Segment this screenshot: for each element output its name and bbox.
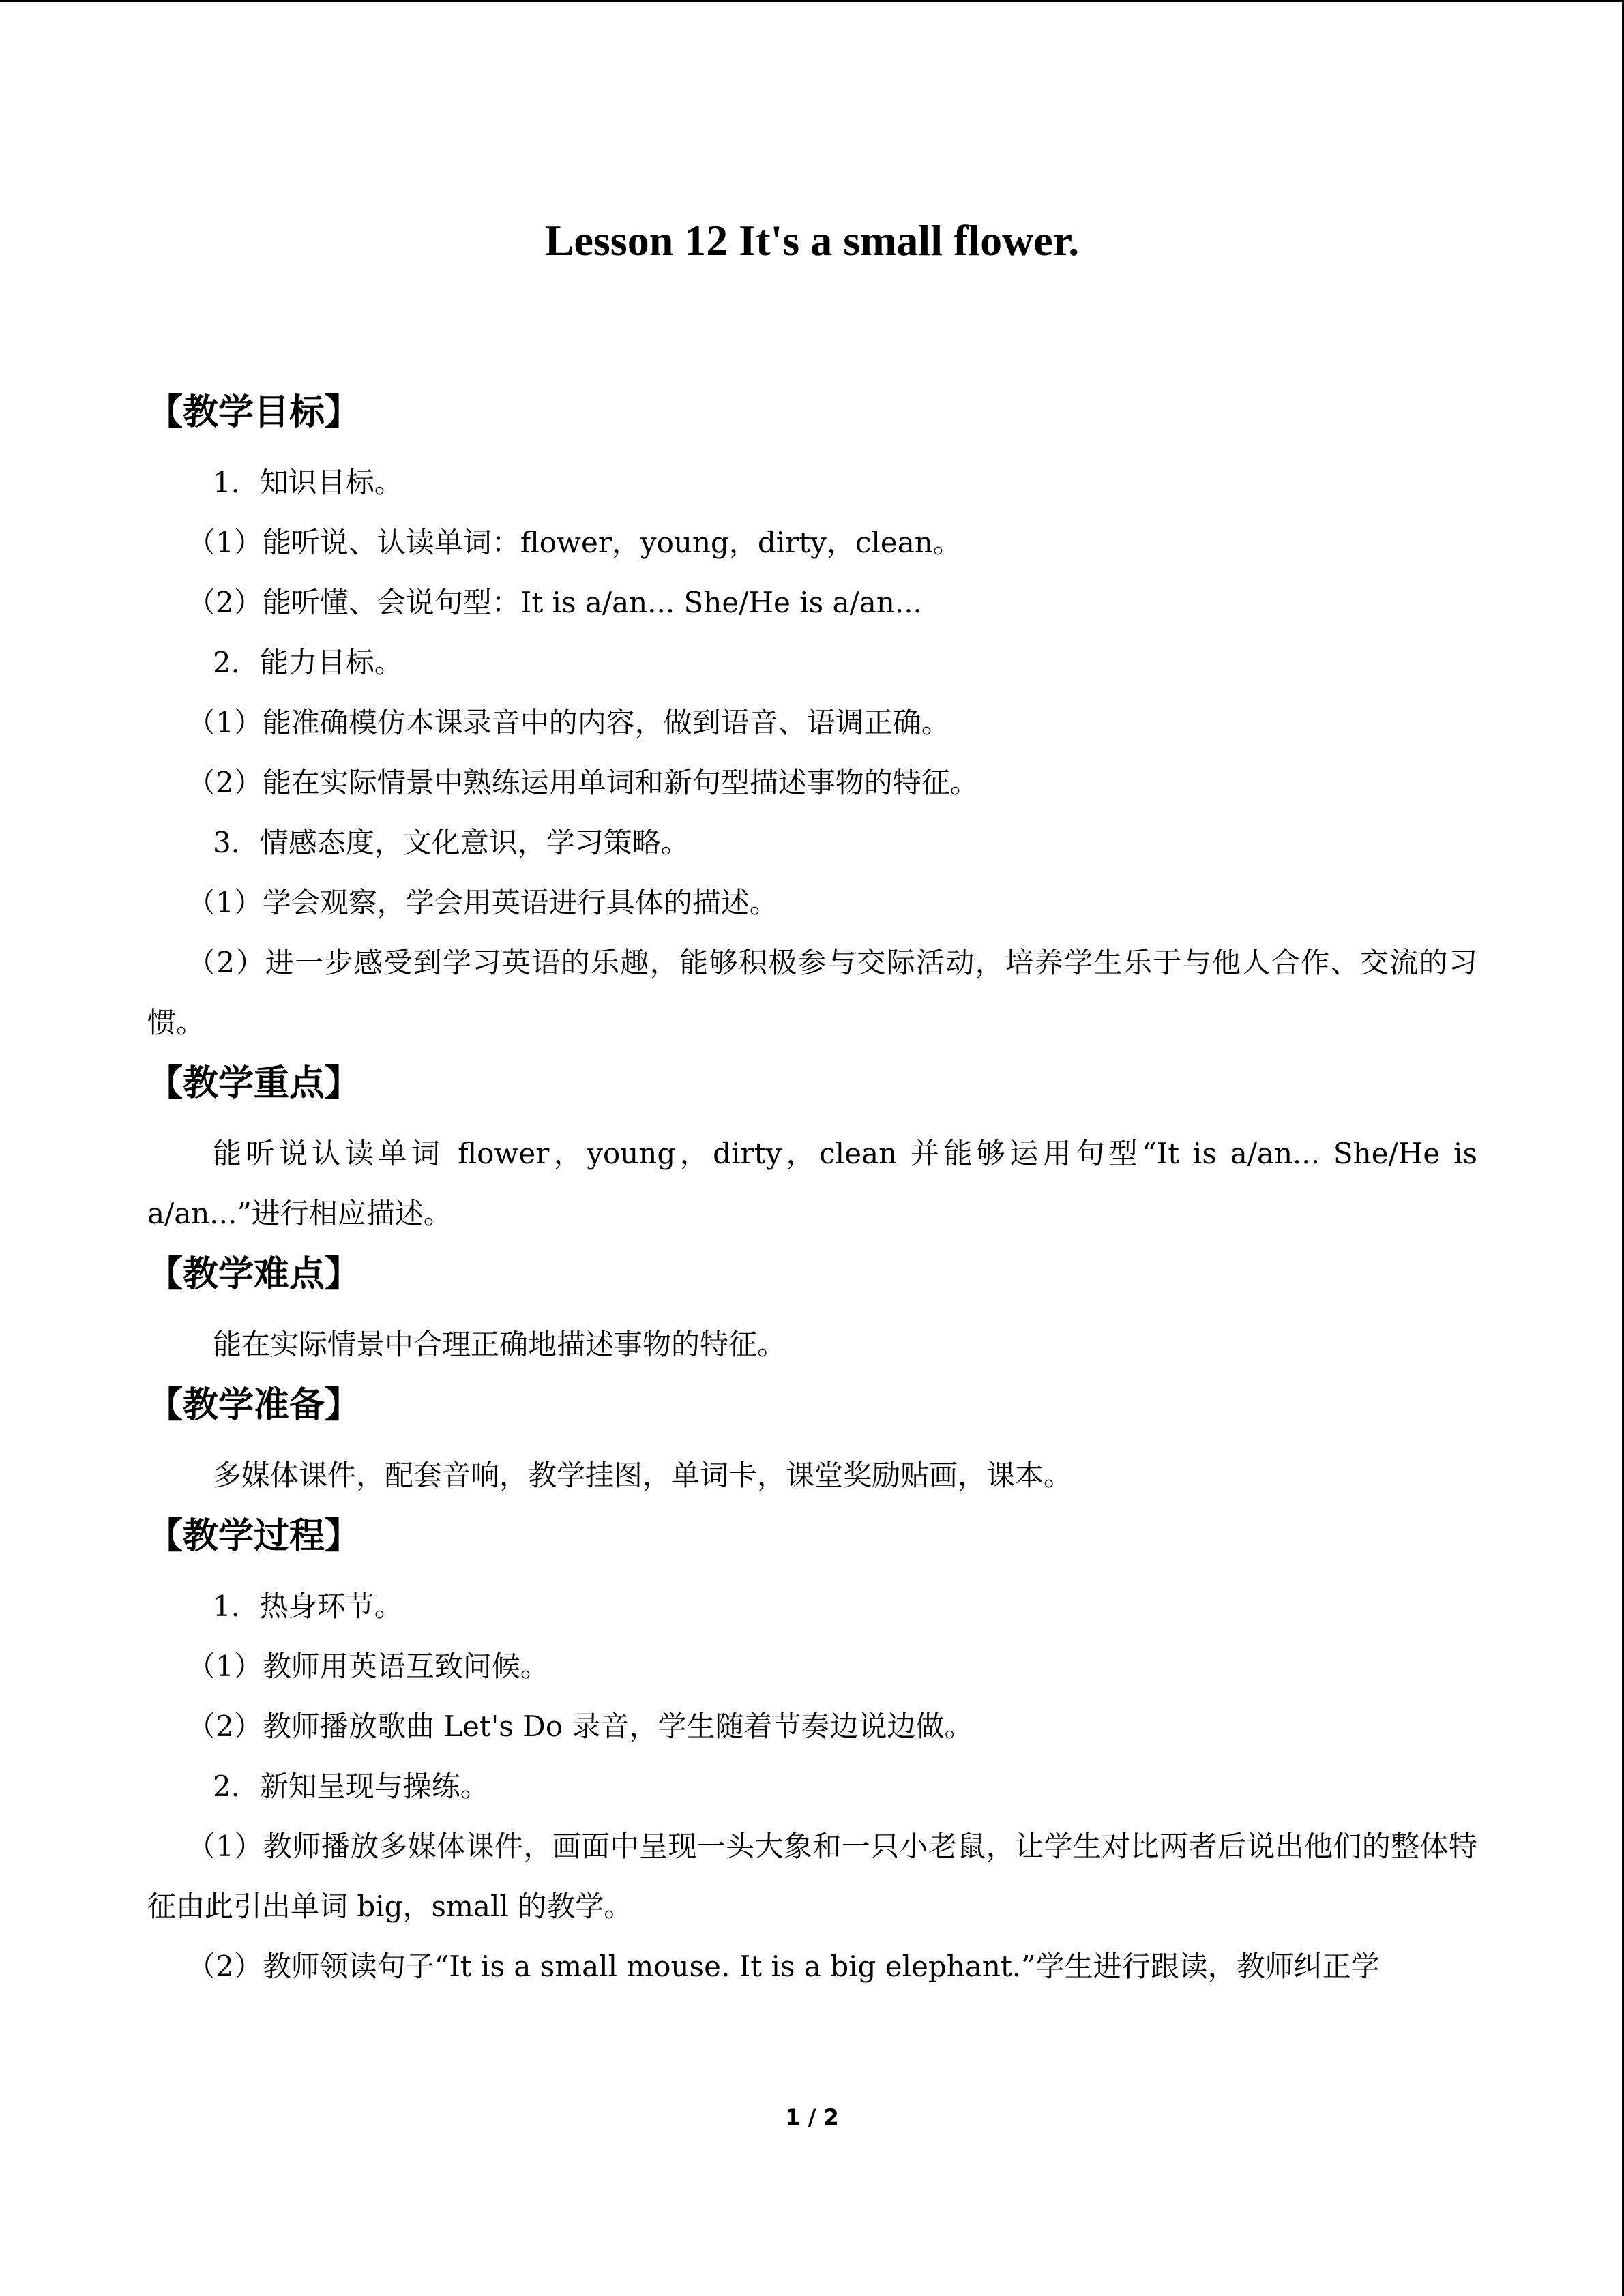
paragraph: 1．知识目标。 bbox=[213, 466, 403, 499]
section-teaching-difficulty bbox=[147, 1244, 1477, 1375]
section-heading: 【教学重点】 bbox=[147, 1063, 361, 1104]
paragraph: （2）能听懂、会说句型：It is a/an... She/He is a/an... bbox=[187, 586, 922, 619]
section-heading: 【教学目标】 bbox=[147, 392, 361, 433]
paragraph: 2．新知呈现与操练。 bbox=[213, 1770, 489, 1803]
paragraph: （2）能在实际情景中熟练运用单词和新句型描述事物的特征。 bbox=[187, 766, 979, 799]
paragraph: 1．热身环节。 bbox=[213, 1590, 403, 1623]
page-border-top bbox=[0, 0, 1624, 2]
document-body bbox=[147, 382, 1477, 1997]
paragraph: 能在实际情景中合理正确地描述事物的特征。 bbox=[213, 1328, 786, 1361]
paragraph: 3．情感态度，文化意识，学习策略。 bbox=[213, 826, 690, 859]
section-teaching-process bbox=[147, 1506, 1477, 1997]
paragraph: （2）进一步感受到学习英语的乐趣，能够积极参与交际活动，培养学生乐于与他人合作、交流的习惯。 bbox=[147, 946, 1477, 1039]
page-number: 1 / 2 bbox=[785, 2104, 839, 2130]
paragraph: 多媒体课件，配套音响，教学挂图，单词卡，课堂奖励贴画，课本。 bbox=[213, 1459, 1073, 1492]
section-teaching-focus bbox=[147, 1053, 1477, 1244]
section-heading: 【教学过程】 bbox=[147, 1516, 361, 1557]
paragraph: （1）能准确模仿本课录音中的内容，做到语音、语调正确。 bbox=[187, 706, 950, 739]
paragraph: （2）教师播放歌曲 Let's Do 录音，学生随着节奏边说边做。 bbox=[187, 1710, 973, 1743]
document-title: Lesson 12 It's a small flower. bbox=[544, 216, 1080, 265]
section-teaching-objectives bbox=[147, 382, 1477, 1053]
paragraph: （1）教师用英语互致问候。 bbox=[187, 1650, 549, 1683]
paragraph: （2）教师领读句子“It is a small mouse. It is a big elephant.”学生进行跟读，教师纠正学 bbox=[187, 1950, 1380, 1983]
section-heading: 【教学难点】 bbox=[147, 1254, 361, 1295]
paragraph: （1）能听说、认读单词：flower，young，dirty，clean。 bbox=[187, 526, 962, 559]
paragraph: 2．能力目标。 bbox=[213, 646, 403, 679]
paragraph: 能听说认读单词 flower，young，dirty，clean 并能够运用句型“It is a/an... She/He is a/an...”进行相应描述。 bbox=[147, 1137, 1477, 1230]
paragraph: （1）教师播放多媒体课件，画面中呈现一头大象和一只小老鼠，让学生对比两者后说出他们的整体特征由此引出单词 big，small 的教学。 bbox=[147, 1830, 1477, 1923]
section-heading: 【教学准备】 bbox=[147, 1385, 361, 1426]
paragraph: （1）学会观察，学会用英语进行具体的描述。 bbox=[187, 886, 778, 919]
section-teaching-preparation bbox=[147, 1375, 1477, 1506]
